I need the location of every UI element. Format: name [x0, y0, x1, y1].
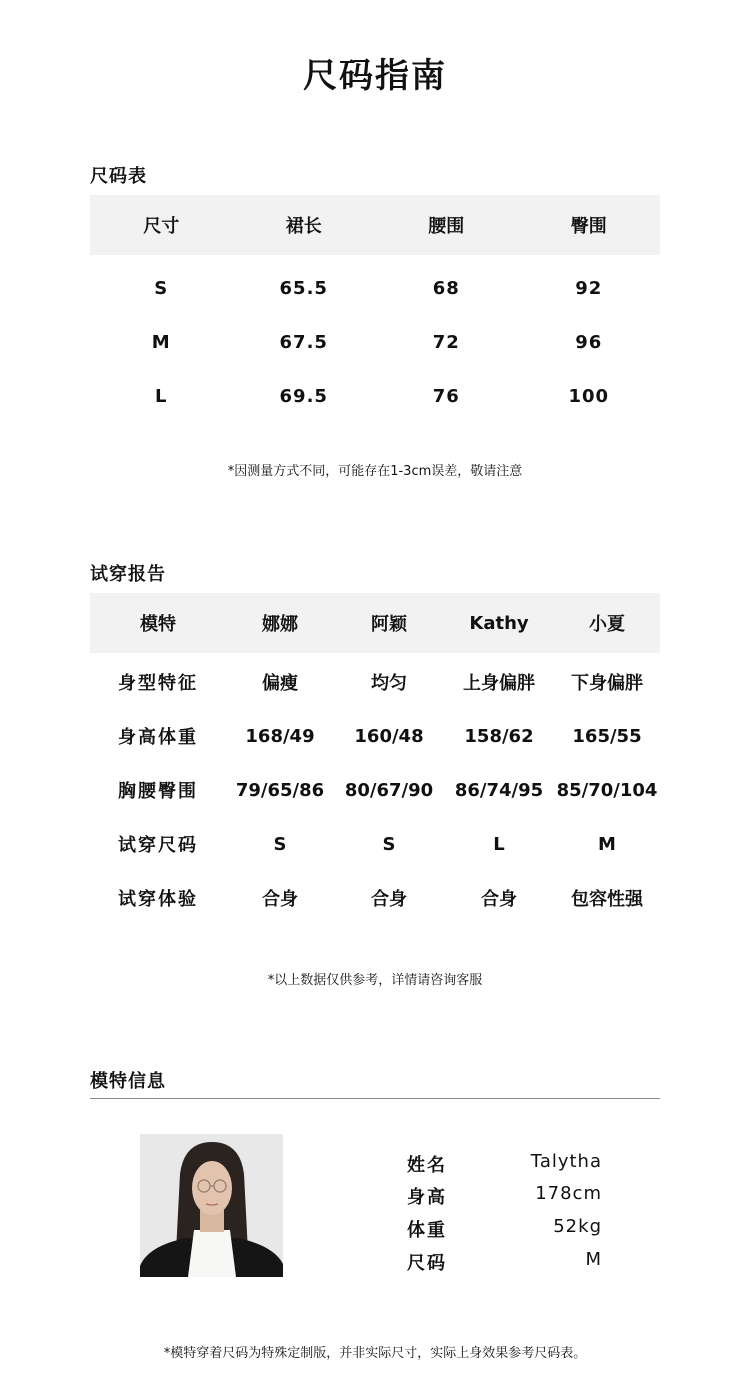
table-cell: L [155, 385, 168, 407]
table-cell: S [273, 833, 287, 855]
info-label: 体重 [407, 1220, 447, 1241]
table-row [90, 763, 660, 817]
info-label: 身高 [407, 1187, 447, 1208]
table-cell: 168/49 [245, 725, 315, 747]
table-cell: 165/55 [572, 725, 642, 747]
fit-table-header [90, 593, 660, 653]
table-row [90, 653, 660, 709]
model-info-height [407, 1183, 602, 1211]
table-cell: 80/67/90 [344, 779, 434, 801]
table-cell: 68 [432, 277, 460, 299]
table-cell: 65.5 [279, 277, 328, 299]
table-cell: 92 [575, 277, 603, 299]
row-label: 身高体重 [118, 727, 198, 748]
table-cell: M [151, 331, 171, 353]
table-cell: 79/65/86 [235, 779, 325, 801]
table-cell: 合身 [262, 889, 298, 910]
table-cell: 69.5 [279, 385, 328, 407]
header-cell: 尺寸 [90, 195, 233, 255]
model-info-name [407, 1151, 602, 1179]
info-value: Talytha [530, 1151, 602, 1172]
table-row [90, 255, 660, 315]
header-cell: 小夏 [554, 593, 660, 653]
size-table [90, 195, 660, 423]
table-row [90, 817, 660, 871]
info-label: 姓名 [407, 1155, 447, 1176]
model-info-weight [407, 1216, 602, 1244]
table-cell: 85/70/104 [556, 779, 658, 801]
row-label: 身型特征 [118, 673, 198, 694]
table-cell: 100 [568, 385, 610, 407]
table-cell: L [493, 833, 505, 855]
table-cell: 包容性强 [571, 889, 643, 910]
table-cell: 76 [432, 385, 460, 407]
header-cell: 臀围 [518, 195, 661, 255]
table-cell: 偏瘦 [262, 673, 298, 694]
table-cell: 86/74/95 [454, 779, 544, 801]
size-note: *因测量方式不同，可能存在1-3cm误差，敬请注意 [227, 464, 523, 479]
fit-section-title: 试穿报告 [90, 564, 166, 585]
model-info-size [407, 1249, 602, 1277]
table-cell: 158/62 [464, 725, 534, 747]
model-note: *模特穿着尺码为特殊定制版，并非实际尺寸，实际上身效果参考尺码表。 [163, 1346, 587, 1361]
page-title: 尺码指南 [303, 56, 447, 96]
table-row [90, 871, 660, 925]
table-cell: 上身偏胖 [463, 673, 535, 694]
table-cell: S [382, 833, 396, 855]
header-cell: 阿颖 [334, 593, 444, 653]
row-label: 试穿体验 [118, 889, 198, 910]
table-cell: 均匀 [371, 673, 407, 694]
header-cell: 模特 [90, 593, 226, 653]
header-cell: 腰围 [375, 195, 518, 255]
table-cell: 160/48 [354, 725, 424, 747]
row-label: 试穿尺码 [118, 835, 198, 856]
info-label: 尺码 [407, 1253, 447, 1274]
table-cell: 67.5 [279, 331, 328, 353]
size-section-title: 尺码表 [90, 166, 147, 187]
table-row [90, 709, 660, 763]
header-cell: Kathy [444, 593, 554, 653]
header-cell: 娜娜 [226, 593, 334, 653]
table-cell: 96 [575, 331, 603, 353]
header-cell: 裙长 [233, 195, 376, 255]
info-value: 52kg [553, 1216, 602, 1237]
model-photo [140, 1134, 283, 1277]
info-value: M [585, 1249, 602, 1270]
table-row [90, 315, 660, 369]
table-cell: 合身 [481, 889, 517, 910]
info-value: 178cm [535, 1183, 602, 1204]
row-label: 胸腰臀围 [118, 781, 198, 802]
model-portrait-image [140, 1134, 283, 1277]
model-section-title: 模特信息 [90, 1071, 166, 1092]
table-cell: 下身偏胖 [571, 673, 643, 694]
fit-report-table [90, 593, 660, 925]
size-table-header [90, 195, 660, 255]
table-cell: 72 [432, 331, 460, 353]
fit-note: *以上数据仅供参考，详情请咨询客服 [267, 973, 483, 988]
table-row [90, 369, 660, 423]
table-cell: M [598, 833, 616, 855]
table-cell: S [154, 277, 169, 299]
section-divider [90, 1098, 660, 1099]
table-cell: 合身 [371, 889, 407, 910]
